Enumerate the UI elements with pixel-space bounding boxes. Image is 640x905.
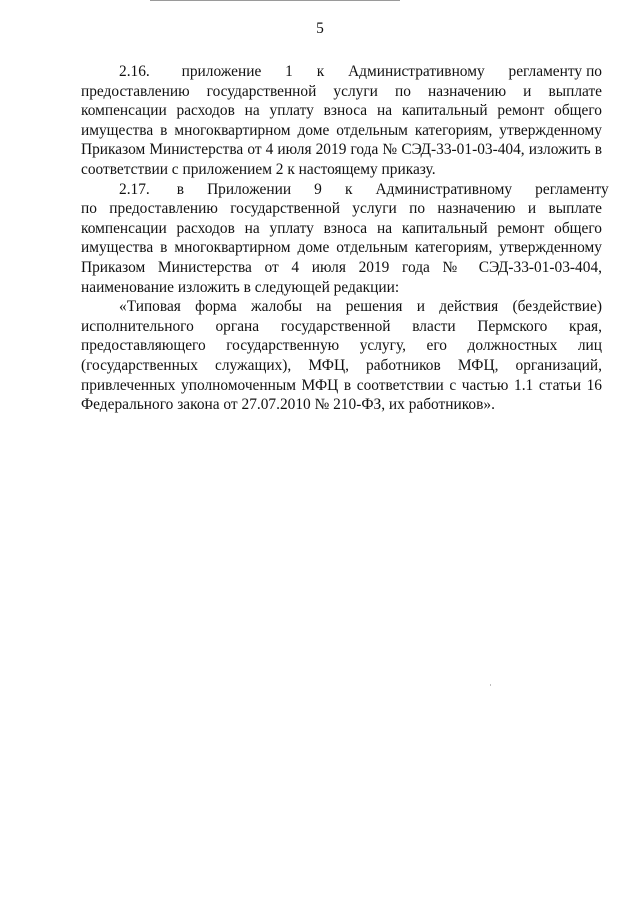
paragraph-2-17: 2.17. в Приложении 9 к Административному регламенту по предоставлению государственной услуги по назначению и выплате компенсации расходов на уплату взноса на капитальный ремонт общего имущества в многоквартирном доме отдельным категориям, утвержденному Приказом Министерства от 4 июля 2019 года № СЭД-33-01-03-404, наименование изложить в следующей редакции: bbox=[81, 180, 609, 296]
scan-artifact-mark bbox=[490, 684, 491, 686]
paragraph-2-16: 2.16. приложение 1 к Административному регламенту по предоставлению государственной услуги по назначению и выплате компенсации расходов на уплату взноса на капитальный ремонт общего имущества в многоквартирном доме отдельным категориям, утвержденному Приказом Министерства от 4 июля 2019 года № СЭД-33-01-03-404, изложить в соответствии с приложением 2 к настоящему приказу. bbox=[81, 63, 602, 178]
paragraph-quoted-title: «Типовая форма жалобы на решения и действия (бездействие) исполнительного органа государственной власти Пермского края, предоставляющего государственную услугу, его должностных лиц (государственных служащих), МФЦ, работников МФЦ, организаций, привлеченных уполномоченным МФЦ в соответствии с частью 1.1 статьи 16 Федерального закона от 27.07.2010 № 210-ФЗ, их работников». bbox=[81, 298, 602, 414]
page-number: 5 bbox=[316, 20, 324, 37]
document-body bbox=[81, 62, 609, 415]
top-edge-rule bbox=[150, 0, 400, 1]
